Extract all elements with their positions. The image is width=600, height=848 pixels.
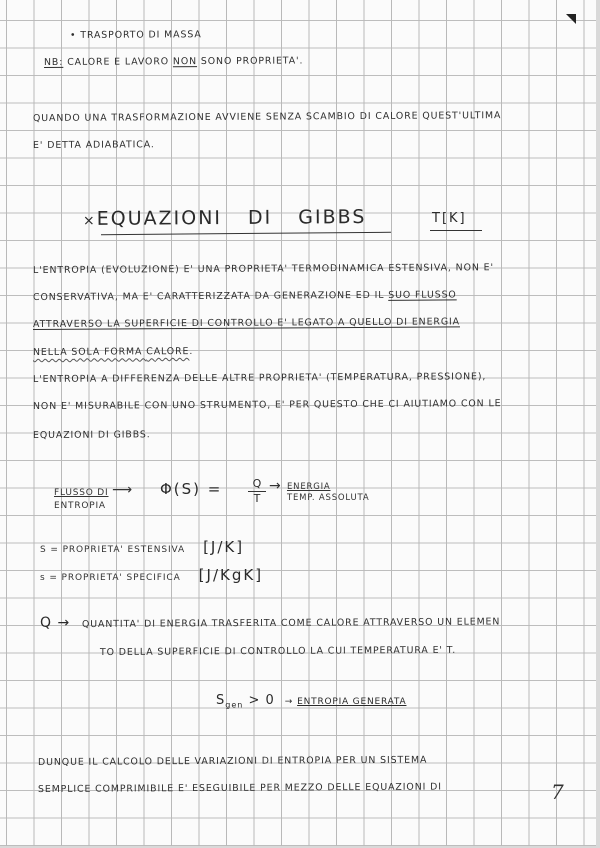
note-line-entropy-1: L'ENTROPIA (EVOLUZIONE) E' UNA PROPRIETA' TERMODINAMICA ESTENSIVA, NON E' (32, 262, 494, 276)
title-unit: T[K] (432, 211, 467, 226)
sgen-symbol: S (216, 693, 226, 708)
section-title (83, 206, 367, 230)
sgen-arrow-icon: → (284, 697, 294, 707)
entropy-4-dot: . (189, 346, 194, 358)
note-line-entropy-4 (33, 346, 193, 358)
formula-rhs (287, 482, 369, 504)
note-line-entropy-3: ATTRAVERSO LA SUPERFICIE DI CONTROLLO E' LEGATO A QUELLO DI ENERGIA (32, 316, 460, 330)
definition-S-label: S = PROPRIETA' ESTENSIVA (40, 545, 186, 555)
sgen-rel: > 0 (243, 693, 275, 708)
formula-numerator: Q (248, 477, 266, 492)
page-number: 7 (551, 780, 564, 804)
formula-fraction (248, 477, 266, 506)
title-word-equazioni: EQUAZIONI (96, 207, 223, 230)
q-symbol: Q → (40, 615, 71, 631)
definition-s (40, 566, 263, 584)
title-word-di: DI (247, 206, 273, 229)
nb-label: NB: (43, 56, 64, 68)
title-word-gibbs: GIBBS (298, 206, 367, 229)
note-line-q-1: QUANTITA' DI ENERGIA TRASFERITA COME CALORE ATTRAVERSO UN ELEMEN (81, 616, 501, 630)
unit-underline (430, 230, 482, 231)
note-line-entropy-5: L'ENTROPIA A DIFFERENZA DELLE ALTRE PROPRIETA' (TEMPERATURA, PRESSIONE), (32, 371, 487, 385)
sgen-text: ENTROPIA GENERATA (297, 697, 407, 707)
formula-arrow-right-icon: → (269, 478, 281, 494)
note-line-nb (44, 55, 303, 68)
formula-arrow-icon: ⟶ (112, 482, 133, 498)
sgen-relation (216, 693, 406, 710)
formula-lhs (54, 487, 109, 513)
note-line-entropy-2 (33, 289, 457, 303)
corner-mark (566, 14, 576, 24)
formula-denominator: T (253, 492, 261, 505)
note-line-adiabatic-2: E' DETTA ADIABATICA. (32, 139, 155, 151)
title-marker: × (82, 212, 95, 229)
formula-phi: Φ(S) = (160, 480, 223, 498)
entropy-4-text: NELLA SOLA FORMA (32, 346, 147, 358)
note-line-adiabatic-1: QUANDO UNA TRASFORMAZIONE AVVIENE SENZA SCAMBIO DI CALORE QUEST'ULTIMA (32, 110, 502, 124)
note-line-entropy-6: NON E' MISURABILE CON UNO STRUMENTO, E' PER QUESTO CHE CI AIUTIAMO CON LE (32, 398, 502, 412)
entropy-2-text: CONSERVATIVA, MA E' CARATTERIZZATA DA GENERAZIONE ED IL (32, 289, 389, 303)
sgen-sub: gen (225, 700, 244, 710)
sgen-text-wrap (297, 697, 406, 707)
entropy-2-underlined: SUO FLUSSO (388, 289, 457, 301)
definition-s-unit: [J/KgK] (198, 566, 264, 584)
note-line-mass-transport: • TRASPORTO DI MASSA (69, 29, 202, 41)
definition-s-label: s = PROPRIETA' SPECIFICA (40, 573, 181, 583)
entropy-4-calore: CALORE (146, 346, 190, 358)
note-line-final-1: DUNQUE IL CALCOLO DELLE VARIAZIONI DI ENTROPIA PER UN SISTEMA (37, 754, 428, 768)
formula-rhs-line1: ENERGIA (287, 482, 331, 492)
formula-lhs-line2: ENTROPIA (54, 501, 106, 511)
note-line-entropy-7: EQUAZIONI DI GIBBS. (32, 429, 151, 441)
note-line-final-2: SEMPLICE COMPRIMIBILE E' ESEGUIBILE PER MEZZO DELLE EQUAZIONI DI (37, 781, 442, 795)
formula-lhs-line1: FLUSSO DI (54, 488, 109, 498)
nb-text-b: SONO PROPRIETA'. (196, 55, 304, 68)
definition-S (40, 538, 244, 556)
nb-non: NON (172, 56, 198, 68)
formula-rhs-line2: TEMP. ASSOLUTA (287, 493, 370, 503)
note-line-q-2: TO DELLA SUPERFICIE DI CONTROLLO LA CUI TEMPERATURA E' T. (99, 644, 457, 658)
nb-text-a: CALORE E LAVORO (63, 56, 173, 68)
title-underline (101, 232, 391, 236)
definition-S-unit: [J/K] (203, 538, 245, 556)
